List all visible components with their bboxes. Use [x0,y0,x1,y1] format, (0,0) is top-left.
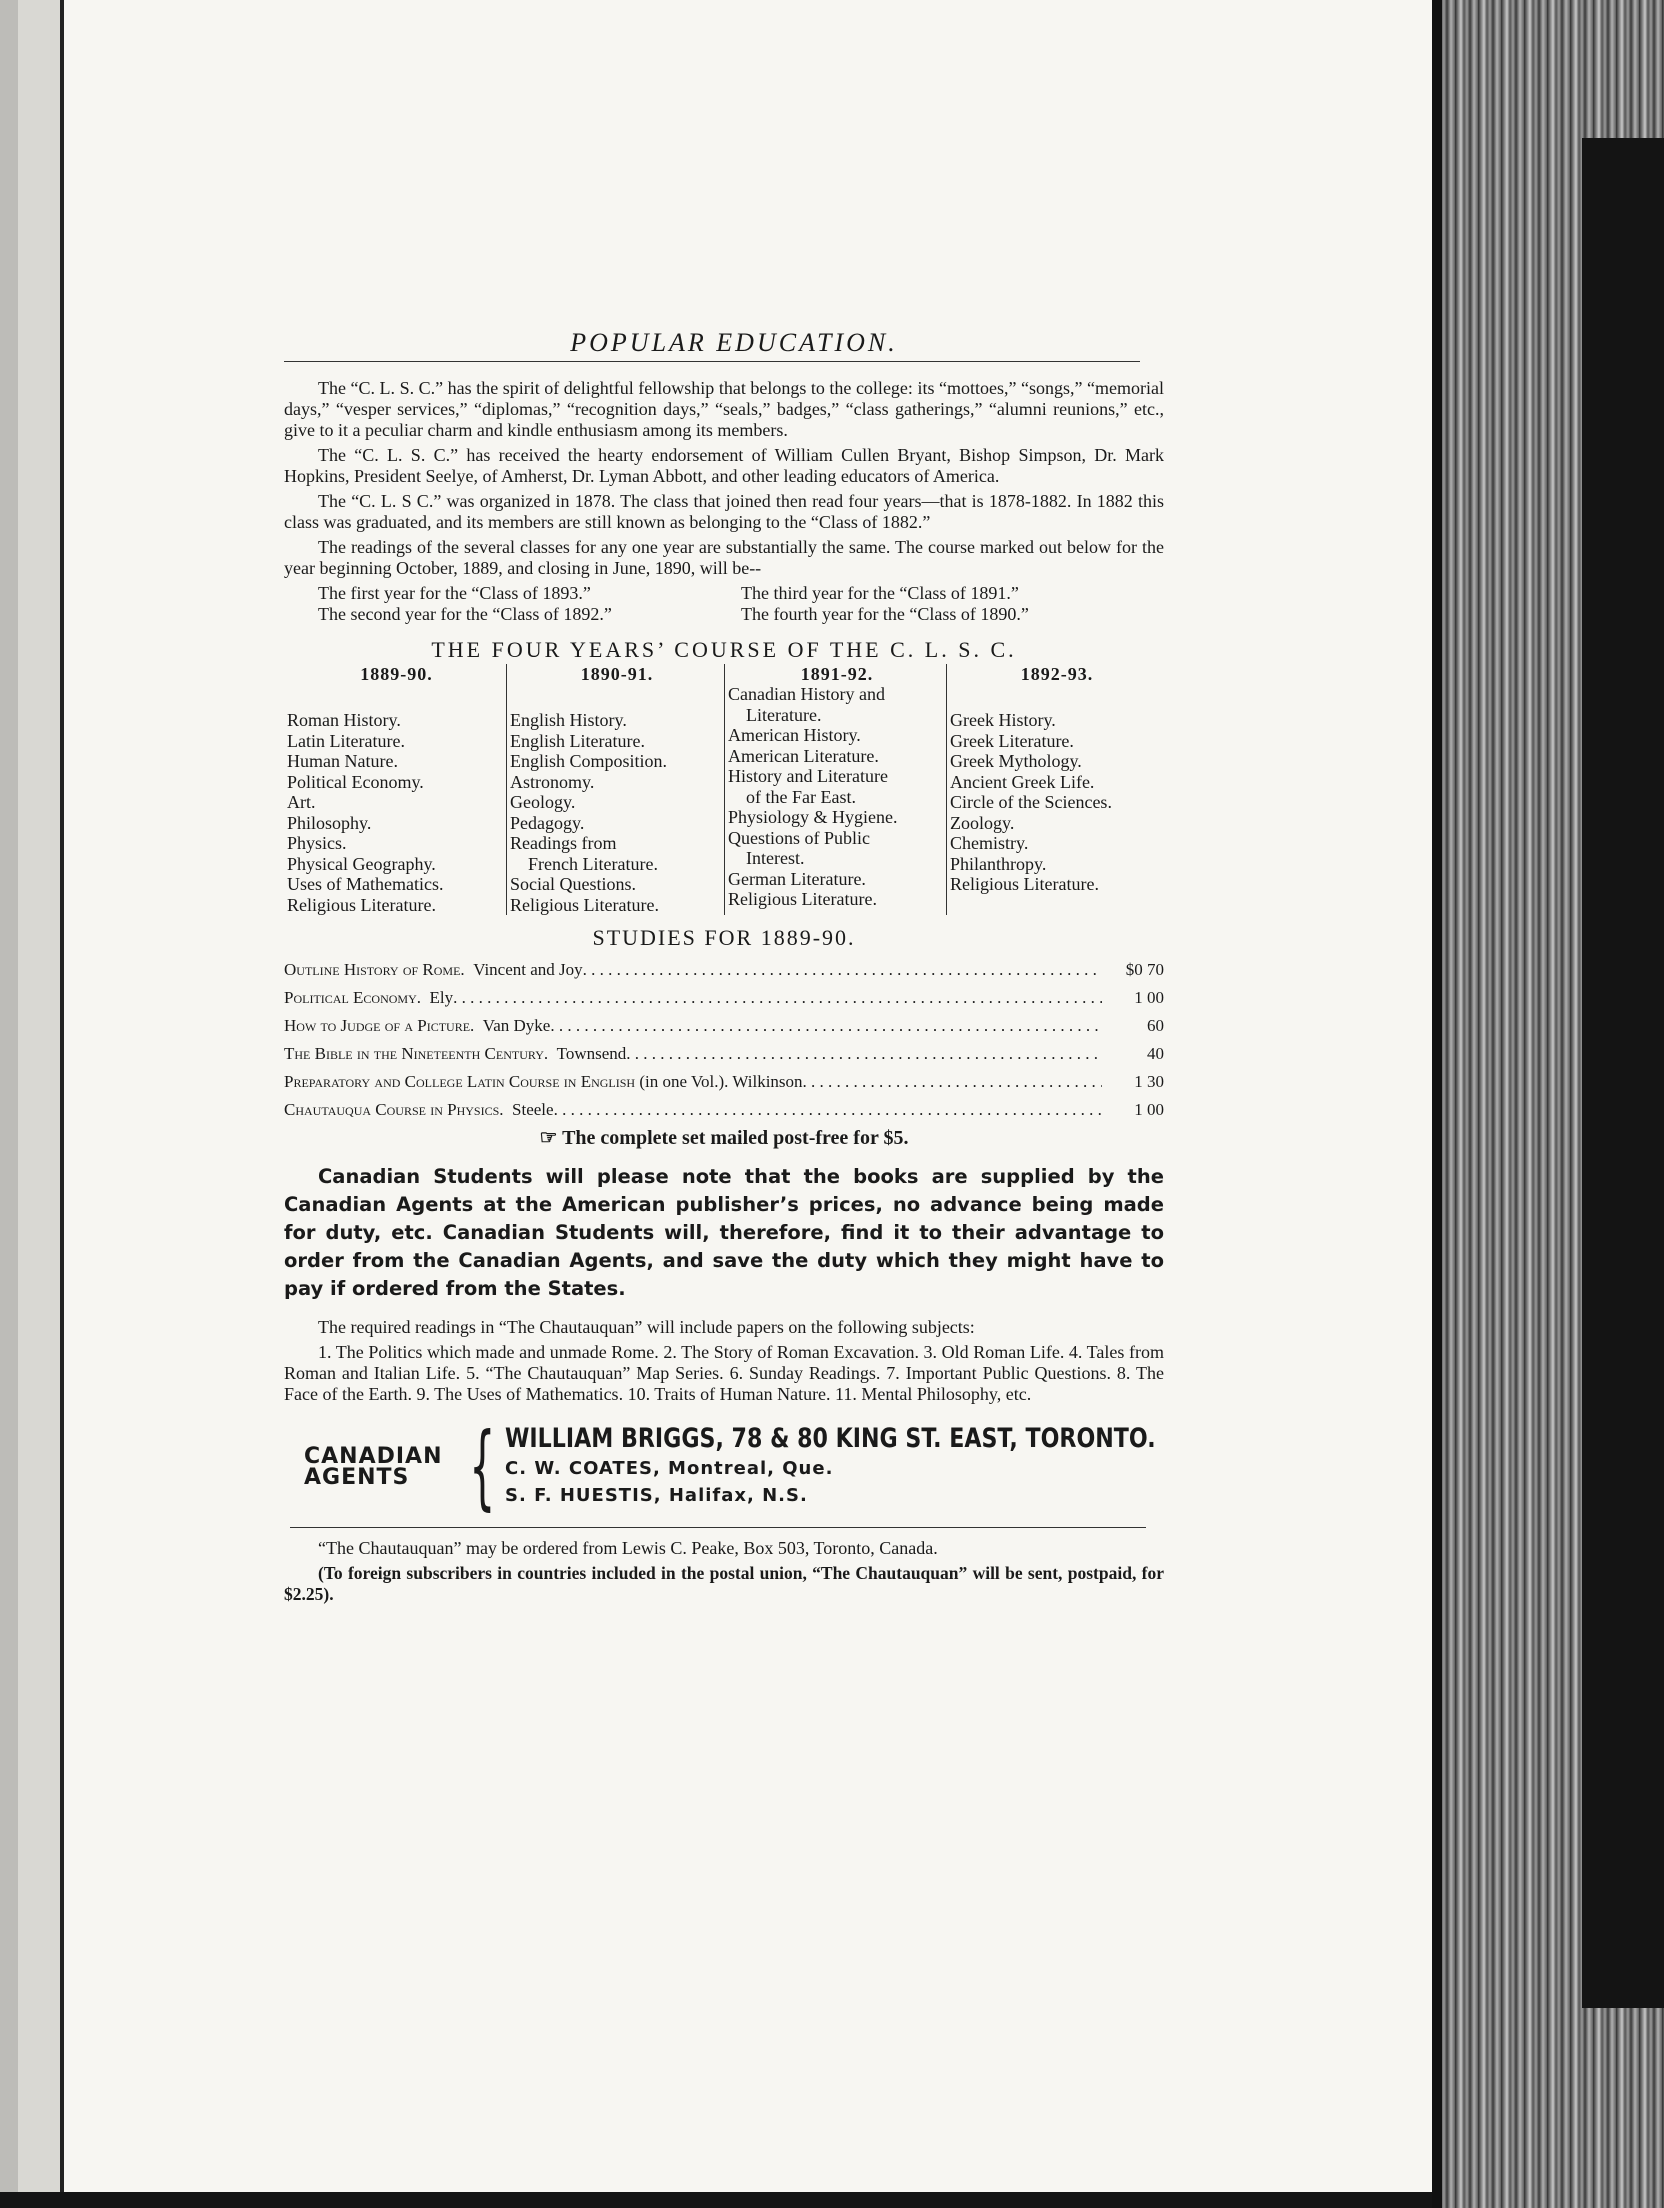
paragraph-readings: The readings of the several classes for any one year are substantially the same. The course marked out below for the year beginning October, 1889, and closing in June, 1890, will be-- [284,537,1164,578]
study-title: Outline History of Rome. [284,960,465,979]
study-price: $0 70 [1125,960,1164,979]
page-stack-edge [1432,0,1664,2208]
course-item: Literature. [746,704,822,725]
study-author: Vincent and Joy [473,960,583,979]
course-column-1890 [506,664,724,915]
course-year: 1892-93. [1020,664,1094,684]
leader-dots [550,1012,1102,1040]
study-row [284,956,1164,984]
course-item: Religious Literature. [728,889,877,909]
course-item: Uses of Mathematics. [287,874,444,894]
study-price: 1 00 [1134,988,1164,1007]
footer-rule [290,1527,1146,1528]
agent-toronto: WILLIAM BRIGGS, 78 & 80 KING ST. EAST, TORONTO. [505,1423,1156,1454]
course-item: Geology. [510,792,576,812]
required-list: 1. The Politics which made and unmade Rome. 2. The Story of Roman Excavation. 3. Old Roman Life. 4. Tales from Roman and Italian Life. 5. “The Chautauquan” Map Series. 6. Sunday Readings. 7. Important Public Questions. 8. The Face of the Earth. 9. The Uses of Mathematics. 10. Traits of Human Nature. 11. Mental Philosophy, etc. [284,1342,1164,1404]
study-title: How to Judge of a Picture. [284,1016,475,1035]
page-edge-shadow [1432,0,1442,2208]
course-item: Political Economy. [287,771,424,792]
course-item: Physiology & Hygiene. [728,807,898,827]
course-item: Art. [287,792,316,812]
document-page [284,328,1164,1609]
course-item: Religious Literature. [950,874,1099,894]
course-item: Interest. [746,848,805,868]
studies-list [284,956,1164,1124]
study-title: The Bible in the Nineteenth Century. [284,1044,549,1063]
course-item: Chemistry. [950,833,1029,853]
course-item: Religious Literature. [287,894,436,915]
course-item: Circle of the Sciences. [950,792,1112,812]
course-item: Canadian History and [728,684,885,704]
brace-icon: { [468,1413,495,1520]
year-line: The second year for the “Class of 1892.” [318,604,612,624]
study-author: Steele [512,1100,554,1119]
course-year: 1889-90. [360,664,433,684]
study-title: Political Economy. [284,988,421,1007]
course-item: Latin Literature. [287,730,405,751]
course-column-1889 [284,664,506,915]
leader-dots [803,1068,1102,1096]
leader-dots [583,956,1102,984]
canadian-notice [284,1163,1164,1303]
book-gutter [0,0,64,2208]
canadian-agents [304,1413,1164,1520]
course-item: Philosophy. [287,812,372,833]
course-item: Roman History. [287,710,401,730]
course-item: Social Questions. [510,874,636,894]
year-line: The fourth year for the “Class of 1890.” [741,604,1029,624]
foreign-note: (To foreign subscribers in countries included in the postal union, “The Chautauquan” will be sent, postpaid, for $2.25). [284,1563,1164,1604]
study-price: 1 30 [1134,1072,1164,1091]
study-row [284,1040,1164,1068]
course-item: Questions of Public [728,827,870,848]
course-item: Greek Literature. [950,730,1074,751]
course-item: History and Literature [728,766,888,786]
leader-dots [453,984,1102,1012]
study-row [284,1068,1164,1096]
year-line: The first year for the “Class of 1893.” [318,583,591,603]
study-author: Van Dyke [482,1016,551,1035]
class-year-list [318,583,1164,625]
leader-dots [626,1040,1102,1068]
study-title: Preparatory and College Latin Course in English [284,1072,636,1091]
course-title: THE FOUR YEARS’ COURSE OF THE C. L. S. C. [431,637,1017,662]
agent-halifax: S. F. HUESTIS, Halifax, N.S. [505,1485,808,1506]
course-item: English Literature. [510,730,645,751]
course-item: Readings from [510,833,617,853]
course-item: English Composition. [510,751,668,771]
paragraph-fellowship: The “C. L. S. C.” has the spirit of delightful fellowship that belongs to the college: its “mottoes,” “songs,” “memorial days,” “vesper services,” “diplomas,” “recognition days,” “seals,” badges,” “class gatherings,” “alumni reunions,” etc., give to it a peculiar charm and kindle enthusiasm among its members. [284,378,1164,440]
course-item: American Literature. [728,745,879,766]
running-head: POPULAR EDUCATION. [570,328,898,357]
course-item: Greek History. [950,710,1056,730]
course-item: Religious Literature. [510,894,659,915]
course-item: Physics. [287,833,347,853]
course-year: 1890-91. [580,664,654,684]
study-author: Townsend [556,1044,627,1063]
year-line: The third year for the “Class of 1891.” [741,583,1019,603]
course-item: French Literature. [528,853,658,874]
paragraph-endorsement: The “C. L. S. C.” has received the hearty endorsement of William Cullen Bryant, Bishop Simpson, Dr. Mark Hopkins, President Seelye, of Amherst, Dr. Lyman Abbott, and other leading educators of America. [284,445,1164,486]
required-intro: The required readings in “The Chautauquan” will include papers on the following subjects: [318,1317,975,1337]
course-item: Ancient Greek Life. [950,771,1095,792]
agents-label: CANADIAN AGENTS [304,1444,443,1490]
agents-list [505,1425,1298,1509]
closing-notes [284,1538,1164,1605]
study-row [284,984,1164,1012]
course-item: Pedagogy. [510,812,585,833]
scan-bottom-edge [0,2192,1432,2208]
order-note: “The Chautauquan” may be ordered from Lewis C. Peake, Box 503, Toronto, Canada. [318,1538,938,1558]
study-price: 1 00 [1134,1100,1164,1119]
course-item: Human Nature. [287,751,398,771]
course-item: American History. [728,725,861,745]
study-title: Chautauqua Course in Physics. [284,1100,504,1119]
course-item: Astronomy. [510,771,595,792]
study-author: Ely [429,988,454,1007]
agent-montreal: C. W. COATES, Montreal, Que. [505,1458,834,1479]
cover-edge [1582,138,1664,2008]
header-rule [284,361,1140,362]
course-item: Physical Geography. [287,853,436,874]
study-row [284,1012,1164,1040]
course-item: Zoology. [950,812,1015,833]
course-item: Philanthropy. [950,853,1047,874]
course-item: of the Far East. [746,786,856,807]
course-column-1892 [946,664,1164,915]
paragraph-organized: The “C. L. S C.” was organized in 1878. The class that joined then read four years—that is 1878-1882. In 1882 this class was graduated, and its members are still known as belonging to the “Class of 1882.” [284,491,1164,532]
canadian-notice-text: Canadian Students will please note that the books are supplied by the Canadian Agents at the American publisher’s prices, no advance being made for duty, etc. Canadian Students will, therefore, find it to their advantage to order from the Canadian Agents, and save the duty which they might have to pay if ordered from the States. [284,1165,1164,1300]
leader-dots [554,1096,1102,1124]
course-item: German Literature. [728,868,866,889]
course-item: English History. [510,710,627,730]
mailed-note: ☞ The complete set mailed post-free for $5. [539,1127,909,1149]
study-price: 40 [1147,1044,1164,1063]
study-author: (in one Vol.). Wilkinson [639,1072,803,1091]
study-row [284,1096,1164,1124]
studies-title: STUDIES FOR 1889-90. [592,925,856,950]
course-item: Greek Mythology. [950,751,1082,771]
study-price: 60 [1147,1016,1164,1035]
course-column-1891 [724,664,946,915]
course-year: 1891-92. [800,664,874,684]
course-table [284,664,1164,915]
